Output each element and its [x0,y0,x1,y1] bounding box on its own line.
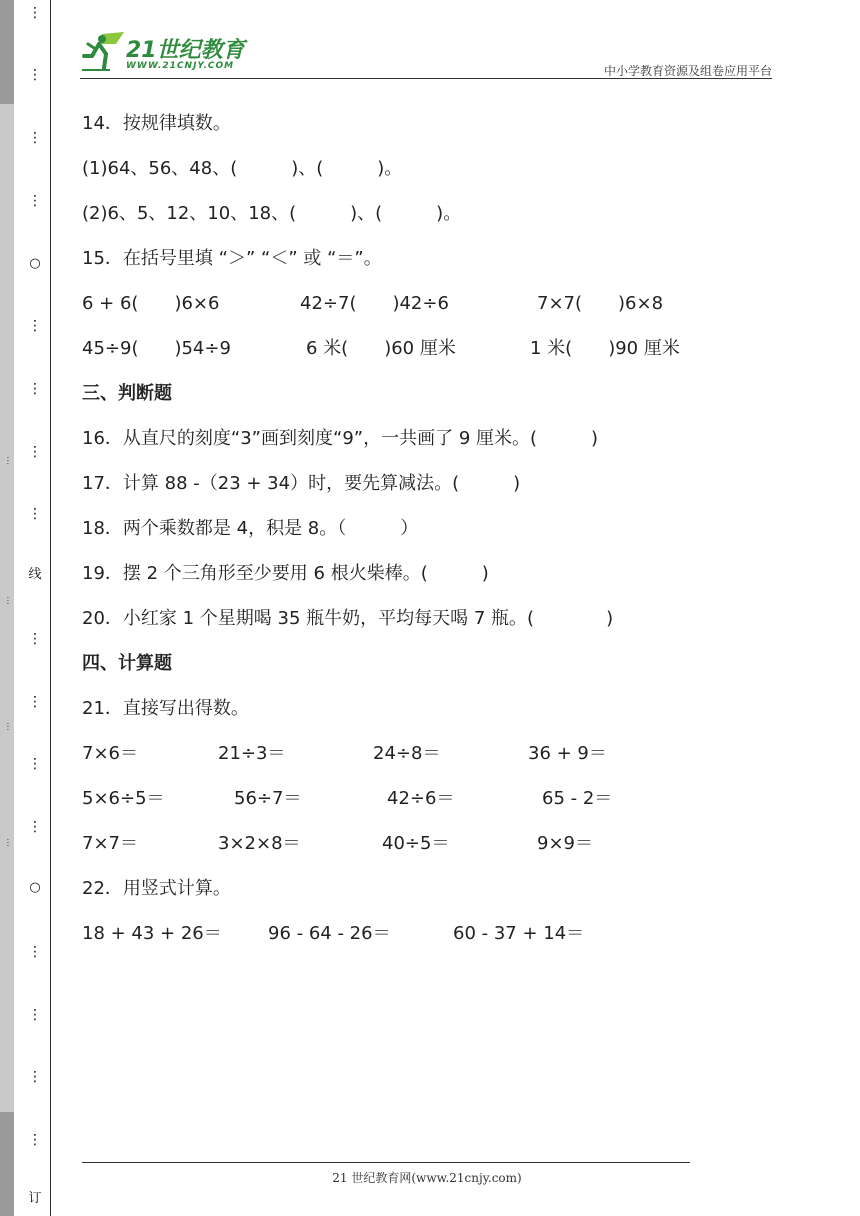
compare-item: 45÷9( )54÷9 [82,338,231,359]
binding-mark-line: 线 [28,567,42,582]
binding-tick: ⋯ [2,596,12,605]
binding-dots: ⋮ [28,318,42,334]
calc-item: 56÷7＝ [234,788,302,809]
binding-dots: ⋮ [28,5,42,21]
binding-dots: ⋮ [28,694,42,710]
binding-mark-bind: 订 [28,1191,42,1206]
footer-text: 21 世纪教育网(www.21cnjy.com) [332,1171,522,1185]
question-15-title: 15．在括号里填 “＞” “＜” 或 “＝”。 [82,248,382,269]
binding-tick: ⋯ [2,722,12,731]
calc-item: 21÷3＝ [218,743,286,764]
calc-item: 5×6÷5＝ [82,788,165,809]
compare-item: 42÷7( )42÷6 [300,293,449,314]
binding-dots: ⋮ [28,1132,42,1148]
compare-item: 1 米( )90 厘米 [530,338,680,359]
question-19: 19．摆 2 个三角形至少要用 6 根火柴棒。( ) [82,563,489,584]
binding-dots: ⋮ [28,381,42,397]
binding-dots: ⋮ [28,130,42,146]
calc-item: 7×6＝ [82,743,138,764]
logo-url: WWW.21CNJY.COM [126,61,235,71]
binding-strip [0,0,14,1216]
binding-dots: ⋮ [28,444,42,460]
footer-rule [82,1162,690,1163]
compare-item: 6 + 6( )6×6 [82,293,220,314]
calc-item: 24÷8＝ [373,743,441,764]
question-22-title: 22．用竖式计算。 [82,878,231,899]
binding-dots: ⋮ [28,944,42,960]
question-14-part-2: (2)6、5、12、10、18、( )、( )。 [82,203,462,224]
calc-item: 9×9＝ [537,833,593,854]
question-20: 20．小红家 1 个星期喝 35 瓶牛奶，平均每天喝 7 瓶。( ) [82,608,614,629]
question-14-title: 14．按规律填数。 [82,113,231,134]
binding-dots: ⋮ [28,756,42,772]
binding-line [50,0,51,1216]
binding-dots: ⋮ [28,1069,42,1085]
section-3-heading: 三、判断题 [82,383,172,404]
binding-dots: ⋮ [28,819,42,835]
vertical-calc-item: 18 + 43 + 26＝ [82,923,222,944]
binding-dots: ⋮ [28,67,42,83]
question-18: 18．两个乘数都是 4，积是 8。（ ） [82,518,419,539]
question-21-title: 21．直接写出得数。 [82,698,249,719]
calc-item: 42÷6＝ [387,788,455,809]
runner-icon [80,30,126,74]
logo [80,30,252,74]
question-17: 17．计算 88 -（23 + 34）时，要先算减法。( ) [82,473,521,494]
vertical-calc-item: 60 - 37 + 14＝ [453,923,585,944]
footer [0,1169,772,1186]
binding-dots: ⋮ [28,506,42,522]
question-16: 16．从直尺的刻度“3”画到刻度“9”，一共画了 9 厘米。( ) [82,428,599,449]
binding-dots: ⋮ [28,1007,42,1023]
question-14-part-1: (1)64、56、48、( )、( )。 [82,158,403,179]
section-4-heading: 四、计算题 [82,653,172,674]
calc-item: 3×2×8＝ [218,833,301,854]
binding-tick: ⋯ [2,838,12,847]
binding-tick: ⋯ [2,456,12,465]
binding-dots: ⋮ [28,631,42,647]
calc-item: 7×7＝ [82,833,138,854]
vertical-calc-item: 96 - 64 - 26＝ [268,923,391,944]
platform-name: 中小学教育资源及组卷应用平台 [603,64,772,78]
compare-item: 7×7( )6×8 [537,293,664,314]
header-rule [80,78,772,79]
compare-item: 6 米( )60 厘米 [306,338,456,359]
calc-item: 65 - 2＝ [542,788,613,809]
calc-item: 40÷5＝ [382,833,450,854]
binding-circle: ○ [29,880,41,895]
logo-text: 21世纪教育 [126,38,245,63]
binding-circle: ○ [29,256,41,271]
calc-item: 36 + 9＝ [528,743,607,764]
binding-dots: ⋮ [28,193,42,209]
binding-margin [14,0,50,1216]
